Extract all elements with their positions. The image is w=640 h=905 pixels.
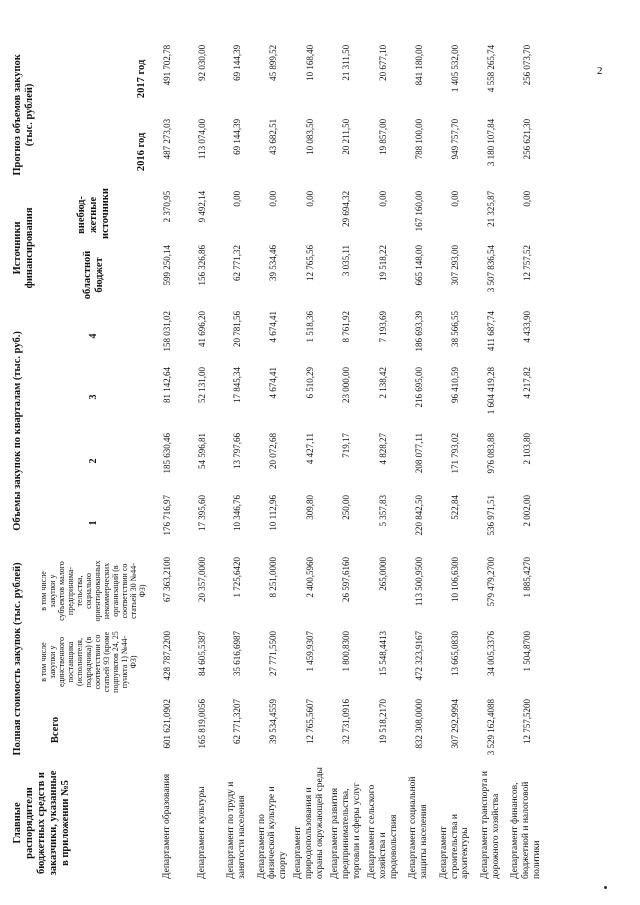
cell-q4: 41 696,20	[197, 310, 208, 347]
cell-q3: 6 510,29	[304, 366, 315, 399]
cell-small: 113 500,9500	[414, 556, 425, 607]
cell-q2: 976 083,88	[485, 432, 496, 474]
cell-total: 12 757,5200	[521, 699, 532, 744]
cell-q1: 2 002,00	[521, 494, 532, 527]
cell-q2: 4 427,11	[304, 432, 315, 465]
cell-q1: 250,00	[341, 494, 352, 520]
cell-offbudget: 21 325,87	[485, 190, 496, 227]
cell-regional: 3 507 836,54	[485, 244, 496, 293]
row-name: Департамент развития предпринимательства, торговли и сферы услуг	[330, 782, 362, 879]
cell-single: 13 665,0830	[450, 631, 460, 676]
header-quarter-volumes: Объемы закупок по кварталам (тыс. руб.)	[12, 331, 23, 531]
cell-2016: 19 857,00	[378, 118, 389, 155]
cell-small: 579 479,2700	[485, 556, 496, 607]
table-row	[402, 42, 437, 882]
cell-regional: 12 757,52	[521, 244, 532, 281]
cell-small: 26 597,6160	[341, 556, 352, 602]
table-row	[365, 42, 402, 882]
row-name: Департамент по физической культуре и спорту	[256, 786, 289, 879]
cell-2016: 3 180 107,84	[485, 118, 496, 167]
cell-q2: 719,17	[341, 432, 352, 458]
header-offbudget: внебюд-жетные источники	[75, 188, 111, 239]
header-total-cost: Полная стоимость закупок (тыс. рублей)	[12, 562, 23, 756]
procurement-table	[10, 42, 545, 882]
cell-regional: 62 771,32	[232, 244, 243, 281]
cell-2017: 92 030,00	[197, 44, 208, 81]
cell-small: 8 251,0000	[267, 556, 278, 598]
cell-2017: 45 899,52	[267, 44, 278, 81]
cell-small: 2 400,5960	[304, 556, 315, 598]
cell-total: 3 529 162,4088	[485, 699, 496, 756]
table-row	[328, 42, 365, 882]
cell-small: 67 363,2100	[162, 556, 173, 602]
cell-2017: 69 144,39	[232, 44, 243, 81]
cell-offbudget: 9 492,14	[197, 190, 208, 223]
table-row	[508, 42, 545, 882]
header-regional-budget: областной бюджет	[81, 250, 105, 300]
row-name: Департамент социальной защиты населения	[408, 776, 430, 879]
header-q3: 3	[88, 394, 100, 400]
header-forecast: Прогноз объемов закупок (тыс. рублей)	[12, 54, 36, 176]
table-row	[437, 42, 474, 882]
table-row	[150, 42, 185, 882]
cell-offbudget: 0,00	[232, 190, 243, 207]
cell-offbudget: 0,00	[267, 190, 278, 207]
cell-q4: 4 674,41	[267, 310, 278, 343]
header-single-supplier: в том числе закупки у единственного поставщика (исполнителя, подрядчика) (в соответствии со статьей 93 (кроме подпунктов 24, 25 пункта 1) №44-ФЗ)	[39, 631, 138, 693]
cell-q3: 1 604 419,28	[485, 366, 496, 415]
cell-q3: 4 217,82	[521, 366, 532, 399]
cell-regional: 156 326,86	[197, 244, 208, 286]
cell-q4: 38 566,55	[450, 310, 460, 347]
cell-single: 84 605,5387	[197, 631, 208, 676]
row-name: Департамент образования	[161, 773, 172, 879]
rotated-table-region	[10, 22, 610, 882]
header-q2: 2	[88, 458, 100, 464]
table-row	[255, 42, 292, 882]
cell-regional: 307 293,00	[450, 244, 460, 286]
cell-regional: 12 765,56	[304, 244, 315, 281]
cell-q2: 208 077,11	[414, 432, 425, 474]
cell-q3: 81 142,64	[162, 366, 173, 403]
header-2016: 2016 год	[135, 132, 147, 172]
cell-q2: 54 596,81	[197, 432, 208, 469]
cell-offbudget: 0,00	[304, 190, 315, 207]
cell-q1: 309,80	[304, 494, 315, 520]
cell-q3: 52 131,00	[197, 366, 208, 403]
cell-q1: 5 357,83	[378, 494, 389, 527]
cell-total: 62 771,3207	[232, 699, 243, 744]
cell-q4: 4 433,90	[521, 310, 532, 343]
cell-2016: 20 211,50	[341, 118, 352, 155]
cell-total: 32 731,0916	[341, 699, 352, 744]
cell-total: 19 518,2170	[378, 699, 389, 744]
cell-q2: 2 103,80	[521, 432, 532, 465]
cell-small: 1 725,6420	[232, 556, 243, 598]
cell-q4: 20 781,56	[232, 310, 243, 347]
header-q1: 1	[88, 520, 100, 526]
cell-single: 1 504,8700	[521, 631, 532, 672]
cell-2017: 20 677,10	[378, 44, 389, 81]
cell-single: 472 323,9167	[414, 631, 425, 681]
table-row	[473, 42, 508, 882]
cell-single: 1 459,9307	[304, 631, 315, 672]
cell-single: 1 800,8300	[341, 631, 352, 672]
cell-2016: 256 621,30	[521, 118, 532, 160]
scan-mark	[604, 886, 607, 889]
cell-small: 20 357,0000	[197, 556, 208, 602]
header-total-all: Всего	[50, 716, 62, 744]
cell-q1: 176 716,97	[162, 494, 173, 536]
cell-q1: 17 395,60	[197, 494, 208, 531]
header-2017: 2017 год	[135, 59, 147, 99]
table-row	[291, 42, 328, 882]
cell-q2: 185 630,46	[162, 432, 173, 474]
cell-q4: 186 693,39	[414, 310, 425, 352]
header-small-business: в том числе закупки у субъектов малого предпринима-тельства, социально ориентированных некоммерческих организаций (в соответствии со статьей 30 №44-ФЗ)	[39, 560, 147, 622]
cell-2016: 949 757,70	[450, 118, 460, 160]
cell-2017: 10 168,40	[304, 44, 315, 81]
cell-2016: 43 682,51	[267, 118, 278, 155]
cell-offbudget: 0,00	[378, 190, 389, 207]
cell-q3: 2 138,42	[378, 366, 389, 399]
header-q4: 4	[88, 333, 100, 339]
cell-2017: 4 558 265,74	[485, 44, 496, 93]
cell-q4: 411 687,74	[485, 310, 496, 352]
cell-q1: 220 842,50	[414, 494, 425, 536]
cell-regional: 39 534,46	[267, 244, 278, 281]
row-name: Департамент строительства и архитектуры	[438, 814, 471, 879]
cell-2017: 841 180,00	[414, 44, 425, 86]
cell-total: 832 308,0000	[414, 699, 425, 749]
table-body	[150, 42, 546, 882]
row-name: Департамент транспорта и дорожного хозяйства	[479, 771, 501, 879]
cell-q4: 8 761,92	[341, 310, 352, 343]
cell-offbudget: 0,00	[521, 190, 532, 207]
cell-q4: 158 031,02	[162, 310, 173, 352]
cell-small: 265,0000	[378, 556, 389, 591]
cell-2017: 1 405 532,00	[450, 44, 460, 93]
row-name: Департамент финансов, бюджетной и налоговой политики	[510, 781, 543, 879]
cell-single: 15 548,4413	[378, 631, 389, 676]
cell-q1: 10 112,96	[267, 494, 278, 531]
cell-q3: 23 000,00	[341, 366, 352, 403]
cell-total: 165 819,0056	[197, 699, 208, 749]
cell-regional: 3 035,11	[341, 244, 352, 277]
cell-regional: 665 148,00	[414, 244, 425, 286]
table-row	[220, 42, 255, 882]
cell-total: 39 534,4559	[267, 699, 278, 744]
cell-2017: 256 073,70	[521, 44, 532, 86]
row-name: Департамент по труду и занятости населения	[226, 781, 248, 879]
cell-single: 34 005,3376	[485, 631, 496, 676]
cell-single: 35 616,6987	[232, 631, 243, 676]
cell-regional: 19 518,22	[378, 244, 389, 281]
row-name: Департамент культуры	[196, 786, 207, 879]
cell-single: 27 771,5500	[267, 631, 278, 676]
page-number: 2	[597, 65, 603, 77]
row-name: Департамент сельского хозяйства и продовольствия	[366, 784, 399, 879]
cell-offbudget: 0,00	[450, 190, 460, 207]
cell-total: 601 621,0902	[162, 699, 173, 749]
cell-q2: 4 828,27	[378, 432, 389, 465]
cell-single: 428 787,2200	[162, 631, 173, 681]
cell-q3: 216 695,00	[414, 366, 425, 408]
cell-q4: 7 193,69	[378, 310, 389, 343]
cell-offbudget: 2 370,95	[162, 190, 173, 223]
header-distributor: Главные распорядители бюджетных средств и заказчики, указанные в приложении №5	[12, 770, 72, 876]
header-funding-sources: Источники финансирования	[12, 207, 36, 289]
cell-small: 1 885,4270	[521, 556, 532, 598]
cell-2016: 487 273,03	[162, 118, 173, 160]
cell-2017: 491 702,78	[162, 44, 173, 86]
cell-small: 10 106,6300	[450, 556, 460, 602]
cell-total: 12 765,5607	[304, 699, 315, 744]
cell-q1: 536 971,51	[485, 494, 496, 536]
row-name: Департамент природопользования и охраны окружающей среды	[293, 767, 326, 879]
cell-q1: 10 346,76	[232, 494, 243, 531]
cell-q3: 4 674,41	[267, 366, 278, 399]
cell-q4: 1 518,36	[304, 310, 315, 343]
cell-q1: 522,84	[450, 494, 460, 520]
cell-q2: 13 797,66	[232, 432, 243, 469]
cell-q3: 96 410,59	[450, 366, 460, 403]
table-row	[185, 42, 220, 882]
cell-2016: 69 144,39	[232, 118, 243, 155]
cell-2017: 21 311,50	[341, 44, 352, 81]
cell-offbudget: 167 160,00	[414, 190, 425, 232]
cell-total: 307 292,9994	[450, 699, 460, 749]
cell-q3: 17 845,34	[232, 366, 243, 403]
cell-q2: 171 793,02	[450, 432, 460, 474]
cell-2016: 788 100,00	[414, 118, 425, 160]
cell-regional: 599 250,14	[162, 244, 173, 286]
table-header	[10, 42, 150, 882]
cell-q2: 20 072,68	[267, 432, 278, 469]
cell-offbudget: 29 694,32	[341, 190, 352, 227]
cell-2016: 10 083,50	[304, 118, 315, 155]
cell-2016: 113 074,00	[197, 118, 208, 160]
